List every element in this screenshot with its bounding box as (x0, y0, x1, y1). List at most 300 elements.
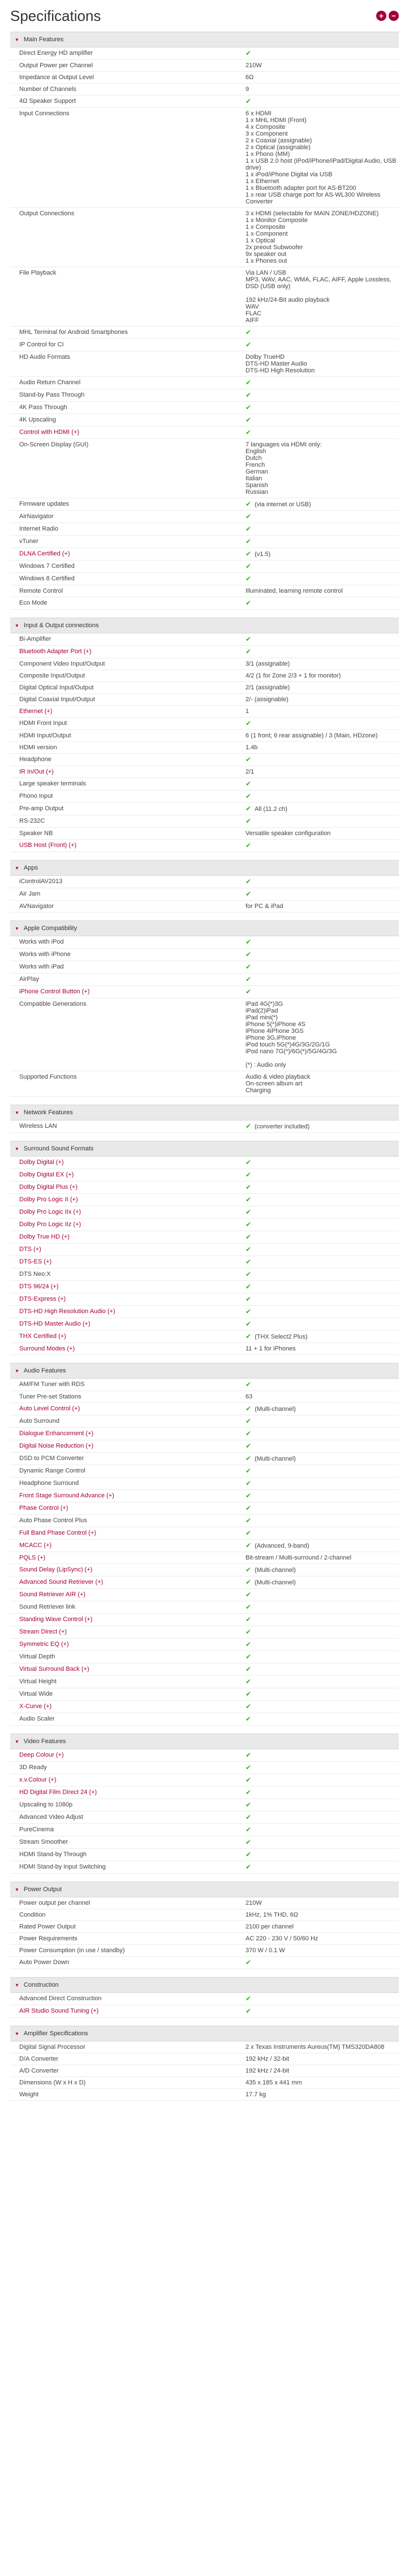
section-header[interactable] (10, 860, 399, 876)
spec-value (246, 600, 399, 607)
spec-value-line: 3 x Component (246, 131, 288, 137)
spec-row (10, 815, 399, 828)
spec-value (246, 708, 399, 715)
spec-value-line: 435 x 185 x 441 mm (246, 2079, 302, 2086)
spec-row (10, 1318, 399, 1331)
spec-value (246, 1678, 399, 1686)
spec-row (10, 730, 399, 742)
spec-info-link[interactable]: Symmetric EQ (+) (19, 1641, 69, 1648)
check-icon: ✔ (246, 1702, 252, 1710)
spec-row (10, 536, 399, 548)
spec-row (10, 1181, 399, 1194)
spec-value-line: 1 x USB 2.0 host (iPod/iPhone/iPad/Digital Audio, USB drive) (246, 158, 397, 171)
spec-section-apple-compatibility (10, 920, 399, 1097)
spec-value-line: 1 x Composite (246, 224, 286, 231)
spec-value (246, 976, 399, 983)
spec-info-link[interactable]: Dolby Digital Plus (+) (19, 1184, 78, 1191)
spec-label: 4K Upscaling (19, 416, 56, 423)
spec-value (246, 696, 399, 703)
spec-value-line: Dutch (246, 455, 262, 462)
spec-value (246, 441, 399, 496)
spec-info-link[interactable]: DTS-HD High Resolution Audio (+) (19, 1308, 115, 1315)
check-icon: ✔ (246, 1122, 252, 1130)
check-icon: ✔ (246, 1171, 252, 1179)
spec-label: Stream Smoother (19, 1839, 68, 1845)
spec-info-link[interactable]: DTS (+) (19, 1246, 41, 1253)
check-icon: ✔ (246, 1665, 252, 1673)
spec-row (10, 548, 399, 561)
spec-section-construction (10, 1977, 399, 2018)
spec-label: Advanced Video Adjust (19, 1814, 83, 1821)
spec-label: HDMI Front Input (19, 720, 67, 727)
spec-row (10, 1799, 399, 1812)
check-icon: ✔ (246, 1801, 252, 1809)
spec-label: HD Audio Formats (19, 354, 70, 360)
spec-info-link[interactable]: Full Band Phase Control (+) (19, 1530, 97, 1536)
spec-row (10, 658, 399, 670)
check-icon: ✔ (246, 1220, 252, 1228)
section-header[interactable] (10, 1141, 399, 1157)
spec-info-link[interactable]: Stream Direct (+) (19, 1628, 67, 1635)
spec-row (10, 1502, 399, 1515)
spec-value-line: 11 + 1 for iPhones (246, 1345, 296, 1352)
spec-sections (10, 32, 399, 2101)
spec-row (10, 1391, 399, 1403)
spec-label: Works with iPhone (19, 951, 71, 958)
spec-value-line: English (246, 448, 266, 455)
check-icon: ✔ (246, 792, 252, 800)
spec-value (246, 793, 399, 800)
check-icon: ✔ (246, 1603, 252, 1611)
spec-label: Audio Return Channel (19, 379, 81, 386)
spec-label: RS-232C (19, 818, 45, 824)
spec-value (246, 588, 399, 594)
spec-section-video-features (10, 1734, 399, 1874)
spec-row (10, 267, 399, 327)
check-icon: ✔ (246, 341, 252, 349)
spec-value-line: Dolby TrueHD (246, 354, 285, 360)
spec-info-link[interactable]: Dialogue Enhancement (+) (19, 1430, 94, 1437)
spec-label: Internet Radio (19, 525, 59, 532)
spec-row (10, 1713, 399, 1726)
spec-row (10, 523, 399, 536)
spec-info-link[interactable]: AIR Studio Sound Tuning (+) (19, 2008, 99, 2014)
spec-info-link[interactable]: Sound Delay (LipSync) (+) (19, 1566, 93, 1573)
spec-row (10, 1564, 399, 1576)
spec-row (10, 742, 399, 754)
section-header[interactable] (10, 1363, 399, 1379)
spec-row (10, 1120, 399, 1133)
spec-row (10, 72, 399, 84)
spec-row (10, 2053, 399, 2065)
spec-label: A/D Converter (19, 2067, 59, 2074)
spec-value-line: iPhone 4iPhone 3GS (246, 1028, 304, 1035)
spec-info-link[interactable]: Virtual Surround Back (+) (19, 1666, 89, 1673)
spec-value (246, 1184, 399, 1191)
check-icon: ✔ (246, 525, 252, 533)
spec-info-link[interactable]: PQLS (+) (19, 1554, 46, 1561)
spec-value (246, 74, 399, 81)
spec-value-line: Via LAN / USB (246, 270, 286, 276)
spec-value-line: French (246, 462, 265, 468)
spec-value (246, 1923, 399, 1930)
spec-value (246, 1764, 399, 1771)
spec-row (10, 561, 399, 573)
spec-value (246, 1801, 399, 1809)
spec-value (246, 903, 399, 910)
check-icon: ✔ (246, 1763, 252, 1771)
spec-info-link[interactable]: Digital Noise Reduction (+) (19, 1443, 94, 1449)
spec-label: Virtual Depth (19, 1653, 55, 1660)
spec-value (246, 1123, 399, 1130)
spec-value (246, 890, 399, 898)
spec-label: Direct Energy HD amplifier (19, 50, 93, 57)
spec-row (10, 1921, 399, 1933)
spec-info-link[interactable]: HD Digital Film Direct 24 (+) (19, 1789, 97, 1796)
check-icon: ✔ (246, 379, 252, 386)
spec-value (246, 1604, 399, 1611)
spec-info-link[interactable]: Dolby Digital EX (+) (19, 1171, 74, 1178)
section-header[interactable] (10, 920, 399, 936)
spec-row (10, 961, 399, 974)
spec-label: Weight (19, 2091, 39, 2098)
spec-info-link[interactable]: IR In/Out (+) (19, 768, 54, 775)
spec-label: AirNavigator (19, 513, 54, 520)
spec-row (10, 2065, 399, 2077)
spec-info-link[interactable]: DTS 96/24 (+) (19, 1283, 59, 1290)
spec-value-line: iPad 4G(*)3G (246, 1001, 283, 1007)
spec-label: D/A Converter (19, 2056, 59, 2062)
spec-label: 3D Ready (19, 1764, 47, 1771)
spec-value (246, 354, 399, 374)
spec-value-line: 2/1 (246, 768, 255, 775)
spec-row (10, 1933, 399, 1945)
spec-value-line: 1 x Phono (MM) (246, 151, 290, 158)
spec-info-link[interactable]: MCACC (+) (19, 1542, 52, 1549)
spec-value-line: 1kHz, 1% THD, 6Ω (246, 1912, 298, 1918)
spec-row (10, 633, 399, 646)
spec-info-link[interactable]: X-Curve (+) (19, 1703, 52, 1710)
spec-row (10, 1071, 399, 1097)
spec-value-line: (Multi-channel) (255, 1579, 296, 1586)
spec-value (246, 392, 399, 399)
check-icon: ✔ (246, 1504, 252, 1512)
spec-value (246, 636, 399, 643)
section-title: Audio Features (23, 1367, 66, 1374)
spec-row (10, 1676, 399, 1688)
spec-value (246, 2067, 399, 2074)
spec-value (246, 805, 399, 813)
spec-value-line: 2 x Optical (assignable) (246, 144, 311, 151)
spec-value (246, 98, 399, 105)
spec-value (246, 1554, 399, 1561)
spec-value (246, 1591, 399, 1598)
spec-value-line: AIFF (246, 317, 259, 324)
spec-value-line: 1 x Optical (246, 237, 275, 244)
spec-info-link[interactable]: x.v.Colour (+) (19, 1776, 57, 1783)
spec-info-link[interactable]: DTS-ES (+) (19, 1258, 52, 1265)
spec-row (10, 1244, 399, 1256)
section-title: Main Features (23, 36, 64, 43)
check-icon: ✔ (246, 1751, 252, 1759)
spec-value (246, 1616, 399, 1623)
page-header (10, 0, 399, 32)
spec-row (10, 1331, 399, 1343)
spec-info-link[interactable]: USB Host (Front) (+) (19, 842, 77, 849)
spec-row (10, 1957, 399, 1969)
spec-info-link[interactable]: Dolby Pro Logic II (+) (19, 1196, 78, 1203)
spec-value (246, 661, 399, 667)
spec-value-line: MP3, WAV, AAC, WMA, FLAC, AIFF, Apple Lossless, DSD (USB only) (246, 276, 391, 290)
spec-value-line: 192 kHz / 24-bit (246, 2067, 290, 2074)
section-header[interactable] (10, 1105, 399, 1120)
spec-info-link[interactable]: Dolby Pro Logic IIx (+) (19, 1209, 81, 1215)
spec-value (246, 1296, 399, 1303)
spec-value (246, 1430, 399, 1437)
spec-value-line: 2x preout Subwoofer (246, 244, 303, 251)
spec-row (10, 1701, 399, 1713)
section-header[interactable] (10, 2026, 399, 2041)
section-header[interactable] (10, 1882, 399, 1897)
spec-info-link[interactable]: Dolby True HD (+) (19, 1233, 70, 1240)
spec-info-link[interactable]: Dolby Pro Logic IIz (+) (19, 1221, 81, 1228)
spec-row (10, 1651, 399, 1663)
spec-row (10, 694, 399, 706)
spec-value (246, 1826, 399, 1834)
spec-value-line: 1 x Component (246, 231, 288, 237)
spec-row (10, 1293, 399, 1306)
check-icon: ✔ (246, 403, 252, 411)
spec-row (10, 427, 399, 439)
spec-label: Eco Mode (19, 600, 48, 606)
spec-value-line: 17.7 kg (246, 2091, 266, 2098)
spec-info-link[interactable]: Standing Wave Control (+) (19, 1616, 93, 1623)
spec-label: IP Control for CI (19, 341, 64, 348)
check-icon: ✔ (246, 1715, 252, 1723)
check-icon: ✔ (246, 841, 252, 849)
spec-info-link[interactable]: Sound Retriever AIR (+) (19, 1591, 86, 1598)
check-icon: ✔ (246, 1245, 252, 1253)
spec-value (246, 50, 399, 57)
spec-info-link[interactable]: Front Stage Surround Advance (+) (19, 1492, 114, 1499)
check-icon: ✔ (246, 1995, 252, 2002)
section-header[interactable] (10, 32, 399, 47)
chevron-down-icon: ▼ (15, 1887, 19, 1892)
check-icon: ✔ (246, 1283, 252, 1291)
spec-row (10, 1945, 399, 1957)
spec-label: HDMI version (19, 744, 57, 751)
spec-label: Windows 8 Certified (19, 575, 75, 582)
spec-row (10, 766, 399, 778)
spec-value (246, 2044, 399, 2051)
spec-info-link[interactable]: Auto Level Control (+) (19, 1405, 80, 1412)
spec-value (246, 1258, 399, 1266)
spec-value-line: Russian (246, 489, 268, 496)
check-icon: ✔ (246, 950, 252, 958)
spec-label: Input Connections (19, 110, 70, 117)
section-header[interactable] (10, 1977, 399, 1993)
spec-info-link[interactable]: Control with HDMI (+) (19, 429, 80, 436)
spec-label: Wireless LAN (19, 1123, 57, 1130)
check-icon: ✔ (246, 1541, 252, 1549)
check-icon: ✔ (246, 1208, 252, 1216)
spec-info-link[interactable]: Deep Colour (+) (19, 1752, 64, 1758)
spec-row (10, 1552, 399, 1564)
spec-row (10, 47, 399, 60)
spec-row (10, 402, 399, 414)
spec-value (246, 684, 399, 691)
spec-row (10, 84, 399, 95)
spec-value-line: 6 (1 front; 6 rear assignable) / 3 (Main, HDzone) (246, 732, 378, 739)
spec-label: Output Power per Channel (19, 62, 93, 69)
spec-info-link[interactable]: DTS-HD Master Audio (+) (19, 1320, 91, 1327)
check-icon: ✔ (246, 1380, 252, 1388)
spec-label: Speaker NB (19, 830, 53, 837)
spec-label: DSD to PCM Converter (19, 1455, 84, 1462)
spec-value-line: 1 x iPod/iPhone Digital via USB (246, 171, 333, 178)
check-icon: ✔ (246, 391, 252, 399)
spec-value-line: 2 x Texas Instruments Aureus(TM) TMS320DA808 (246, 2044, 385, 2051)
spec-label: Headphone Surround (19, 1480, 79, 1487)
spec-value-line: 7 languages via HDMI only: (246, 441, 322, 448)
spec-label: AVNavigator (19, 903, 54, 910)
spec-value (246, 672, 399, 679)
spec-value (246, 1246, 399, 1253)
section-title: Network Features (23, 1109, 73, 1116)
spec-row (10, 1379, 399, 1391)
spec-info-link[interactable]: DLNA Certified (+) (19, 550, 70, 557)
spec-value-line: 1 x Monitor Composite (246, 217, 308, 224)
spec-value (246, 1159, 399, 1166)
spec-label: Power Requirements (19, 1935, 78, 1942)
spec-row (10, 1415, 399, 1428)
chevron-down-icon: ▼ (15, 1739, 19, 1744)
section-header[interactable] (10, 1734, 399, 1749)
spec-row (10, 1626, 399, 1639)
spec-value (246, 842, 399, 849)
check-icon: ✔ (246, 1270, 252, 1278)
spec-value-line: iPod touch 5G(*)4G/3G/2G/1G (246, 1041, 330, 1048)
spec-label: Tuner Pre-set Stations (19, 1393, 81, 1400)
spec-value (246, 1308, 399, 1315)
spec-value-line: On-screen album art (246, 1080, 303, 1087)
spec-row (10, 998, 399, 1071)
check-icon: ✔ (246, 1788, 252, 1796)
spec-info-link[interactable]: Bluetooth Adapter Port (+) (19, 648, 92, 655)
spec-value-line: 2/1 (assignable) (246, 684, 290, 691)
check-icon: ✔ (246, 97, 252, 105)
spec-value (246, 525, 399, 533)
spec-value (246, 1947, 399, 1954)
spec-row (10, 1256, 399, 1269)
spec-row (10, 597, 399, 610)
check-icon: ✔ (246, 1454, 252, 1462)
spec-info-link[interactable]: Advanced Sound Retriever (+) (19, 1579, 104, 1585)
section-title: Apple Compatibility (23, 925, 78, 932)
spec-row (10, 1993, 399, 2005)
spec-section-main-features (10, 32, 399, 610)
spec-value (246, 830, 399, 837)
check-icon: ✔ (246, 1690, 252, 1698)
spec-info-link[interactable]: Surround Modes (+) (19, 1345, 75, 1352)
spec-value (246, 1542, 399, 1549)
spec-row (10, 1219, 399, 1231)
check-icon: ✔ (246, 635, 252, 643)
spec-value (246, 1666, 399, 1673)
section-header[interactable] (10, 618, 399, 633)
spec-value (246, 86, 399, 93)
spec-value (246, 1271, 399, 1278)
spec-row (10, 1909, 399, 1921)
spec-value-line: 1 x Bluetooth adapter port for AS-BT200 (246, 185, 356, 192)
check-icon: ✔ (246, 1838, 252, 1846)
spec-label: Dynamic Range Control (19, 1467, 85, 1474)
spec-value (246, 1345, 399, 1352)
spec-row (10, 377, 399, 389)
spec-row (10, 439, 399, 498)
spec-label: Power Consumption (in use / standby) (19, 1947, 125, 1954)
chevron-down-icon: ▼ (15, 1110, 19, 1115)
spec-label: Power output per channel (19, 1900, 91, 1906)
check-icon: ✔ (246, 988, 252, 996)
spec-info-link[interactable]: Ethernet (+) (19, 708, 53, 715)
spec-value-line: Spanish (246, 482, 268, 489)
check-icon: ✔ (246, 938, 252, 946)
spec-value-line: 210W (246, 1900, 262, 1906)
spec-section-apps (10, 860, 399, 913)
check-icon: ✔ (246, 1813, 252, 1821)
check-icon: ✔ (246, 1529, 252, 1537)
spec-info-link[interactable]: DTS-Express (+) (19, 1296, 66, 1302)
spec-label: Sound Retriever link (19, 1604, 76, 1610)
spec-row (10, 339, 399, 351)
spec-value (246, 720, 399, 727)
spec-value (246, 1691, 399, 1698)
spec-value-line: 1 (246, 708, 249, 715)
spec-row (10, 1824, 399, 1836)
spec-row (10, 1269, 399, 1281)
spec-row (10, 1515, 399, 1527)
spec-value (246, 1209, 399, 1216)
spec-label: AirPlay (19, 976, 39, 983)
check-icon: ✔ (246, 537, 252, 545)
spec-value (246, 538, 399, 545)
spec-info-link[interactable]: THX Certified (+) (19, 1333, 66, 1340)
spec-value-line: DTS-HD Master Audio (246, 360, 307, 367)
spec-row (10, 718, 399, 730)
spec-row (10, 1157, 399, 1169)
spec-label: Phono Input (19, 793, 53, 800)
expand-all-button[interactable]: + (376, 11, 386, 21)
collapse-all-button[interactable]: − (389, 11, 399, 21)
chevron-down-icon: ▼ (15, 1982, 19, 1988)
spec-info-link[interactable]: Dolby Digital (+) (19, 1159, 64, 1166)
spec-row (10, 1465, 399, 1478)
spec-row (10, 1601, 399, 1614)
check-icon: ✔ (246, 1492, 252, 1500)
check-icon: ✔ (246, 975, 252, 983)
page-title: Specifications (10, 7, 101, 24)
spec-row (10, 1812, 399, 1824)
spec-value-line: WAV (246, 303, 259, 310)
check-icon: ✔ (246, 2007, 252, 2015)
spec-row (10, 682, 399, 694)
spec-info-link[interactable]: Phase Control (+) (19, 1505, 68, 1511)
spec-value (246, 1171, 399, 1179)
spec-value (246, 1333, 399, 1340)
spec-row (10, 2077, 399, 2089)
spec-info-link[interactable]: iPhone Control Button (+) (19, 988, 90, 995)
